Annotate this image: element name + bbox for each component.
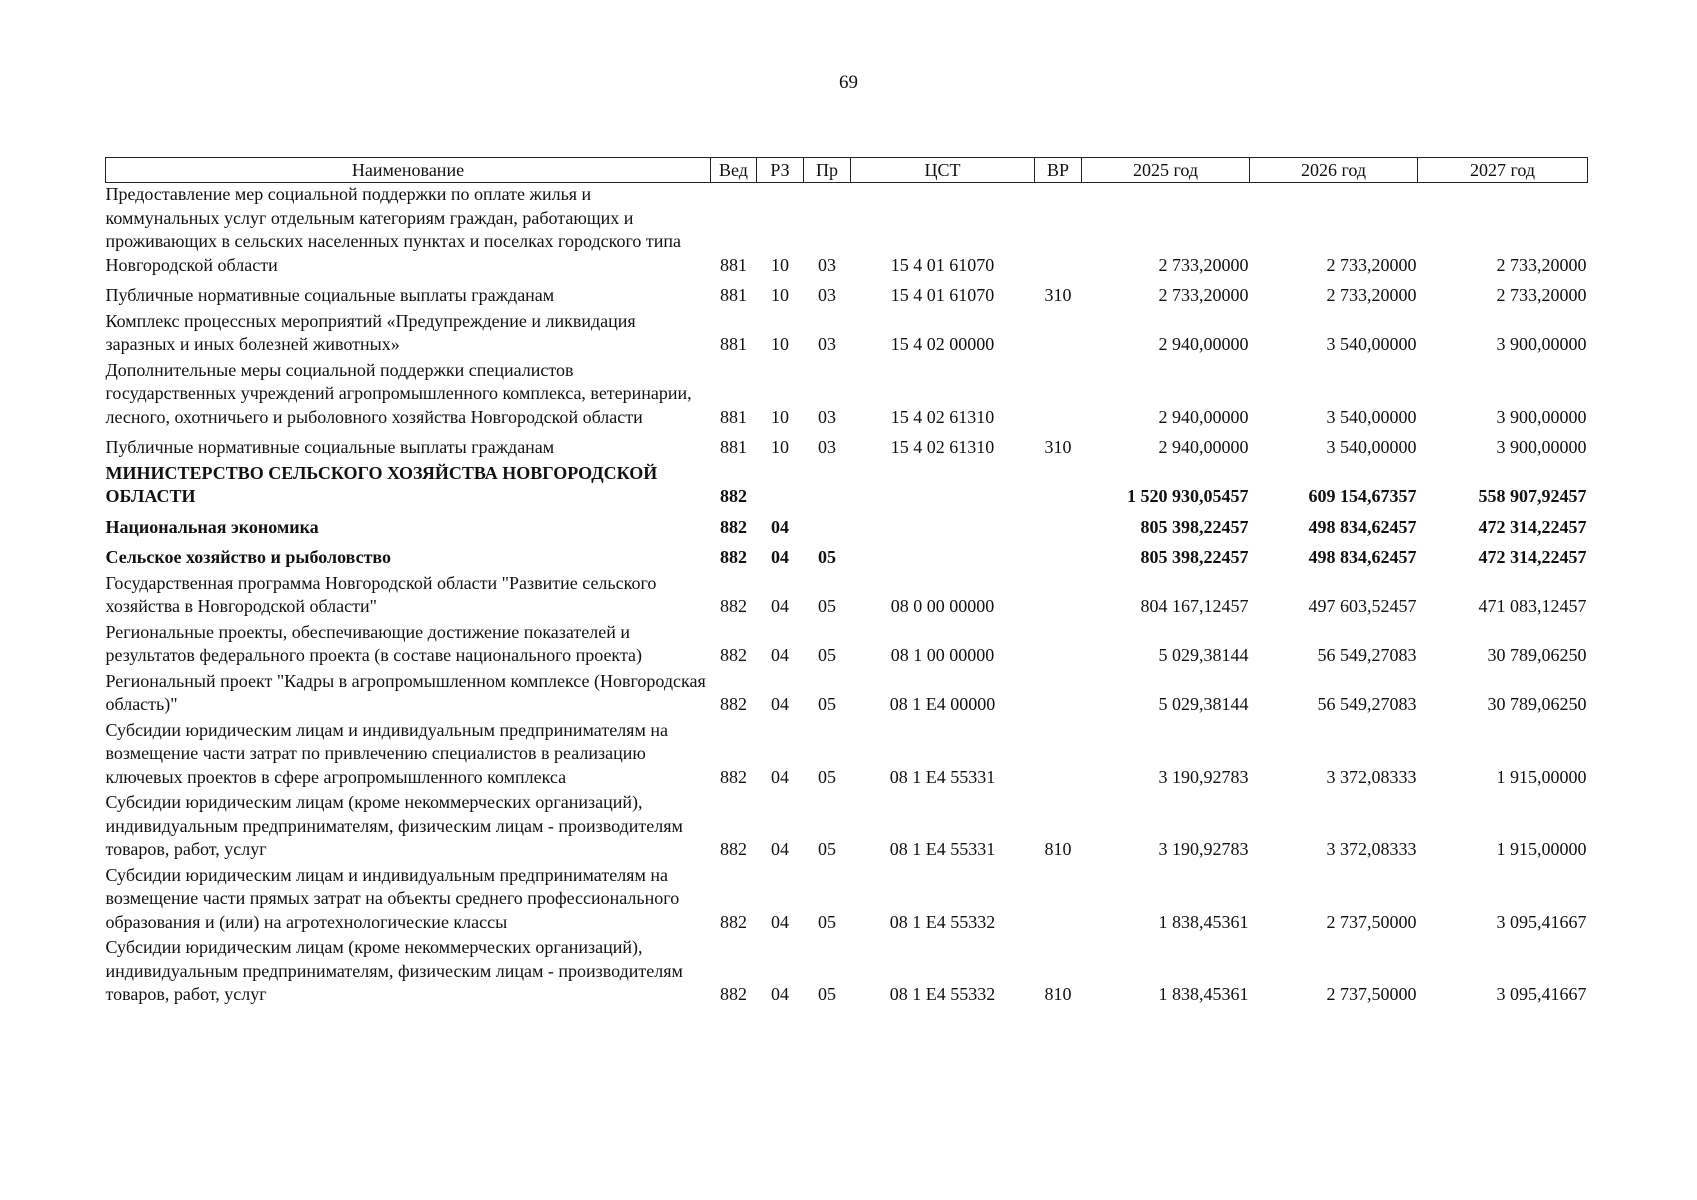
row-cst: 15 4 02 61310 xyxy=(890,406,995,427)
row-ved: 881 xyxy=(720,334,747,354)
row-2025: 805 398,22457 xyxy=(1140,547,1249,567)
row-2025: 2 940,00000 xyxy=(1158,437,1249,457)
table-row xyxy=(106,541,1588,572)
table-row xyxy=(106,621,1588,670)
row-2026: 2 733,20000 xyxy=(1326,285,1417,305)
row-ved: 881 xyxy=(720,437,747,457)
row-name: Национальная экономика xyxy=(105,516,319,537)
row-2025: 804 167,12457 xyxy=(1140,596,1249,616)
row-2025: 2 733,20000 xyxy=(1158,254,1249,275)
row-vr xyxy=(1035,310,1082,359)
table-row xyxy=(106,864,1588,937)
row-pr: 03 xyxy=(818,334,836,354)
header-ved: Вед xyxy=(711,158,757,183)
row-2026: 3 372,08333 xyxy=(1326,839,1417,859)
row-rz: 10 xyxy=(771,254,789,275)
row-2027: 30 789,06250 xyxy=(1487,694,1587,714)
row-vr: 810 xyxy=(1044,839,1072,859)
row-2025: 5 029,38144 xyxy=(1158,694,1249,714)
row-2025: 1 520 930,05457 xyxy=(1127,486,1249,506)
row-pr: 03 xyxy=(818,285,836,305)
row-name: Субсидии юридическим лицам (кроме некоммерческих организаций), индивидуальным предпринимателям, физическим лицам - производителям товаров, работ, услуг xyxy=(105,937,683,1004)
row-2026: 2 733,20000 xyxy=(1326,254,1417,275)
row-rz: 10 xyxy=(771,334,789,354)
row-vr xyxy=(1035,541,1082,572)
row-rz xyxy=(757,462,804,511)
row-2025: 1 838,45361 xyxy=(1158,911,1249,932)
row-rz: 10 xyxy=(771,406,789,427)
row-cst: 08 1 00 00000 xyxy=(890,645,995,665)
row-cst: 15 4 02 61310 xyxy=(890,437,995,457)
row-vr xyxy=(1035,572,1082,621)
row-2026: 56 549,27083 xyxy=(1317,694,1417,714)
row-vr xyxy=(1035,670,1082,719)
row-2025: 5 029,38144 xyxy=(1158,645,1249,665)
header-2026: 2026 год xyxy=(1250,158,1418,183)
table-row xyxy=(106,572,1588,621)
row-2026: 609 154,67357 xyxy=(1308,486,1417,506)
row-2025: 3 190,92783 xyxy=(1158,839,1249,859)
row-ved: 882 xyxy=(720,839,747,859)
row-2026: 3 540,00000 xyxy=(1326,334,1417,354)
row-cst: 08 1 Е4 55332 xyxy=(889,911,996,932)
row-ved: 882 xyxy=(720,911,747,932)
row-ved: 882 xyxy=(720,486,747,506)
row-2026: 497 603,52457 xyxy=(1308,596,1417,616)
row-pr: 03 xyxy=(818,406,836,427)
row-2027: 3 900,00000 xyxy=(1496,334,1587,354)
row-cst xyxy=(851,511,1035,542)
row-pr: 05 xyxy=(818,766,836,787)
row-vr xyxy=(1035,462,1082,511)
row-cst xyxy=(851,541,1035,572)
row-name: Сельское хозяйство и рыболовство xyxy=(105,547,392,567)
row-cst: 15 4 01 61070 xyxy=(890,254,995,275)
row-2027: 1 915,00000 xyxy=(1496,839,1587,859)
table-row xyxy=(106,462,1588,511)
row-2027: 30 789,06250 xyxy=(1487,645,1587,665)
row-vr: 310 xyxy=(1044,285,1072,305)
header-rz: РЗ xyxy=(757,158,804,183)
row-2027: 1 915,00000 xyxy=(1496,766,1587,787)
row-vr xyxy=(1035,621,1082,670)
row-pr: 03 xyxy=(818,437,836,457)
row-2026: 498 834,62457 xyxy=(1308,547,1417,567)
table-row xyxy=(106,310,1588,359)
row-cst xyxy=(851,462,1035,511)
row-vr: 310 xyxy=(1044,437,1072,457)
row-ved: 881 xyxy=(720,285,747,305)
row-vr xyxy=(1035,511,1082,542)
row-ved: 882 xyxy=(720,984,747,1004)
table-row xyxy=(106,670,1588,719)
row-pr: 05 xyxy=(818,645,836,665)
row-name: Публичные нормативные социальные выплаты гражданам xyxy=(105,285,555,305)
budget-table xyxy=(105,157,1588,1009)
table-row xyxy=(106,719,1588,792)
table-row xyxy=(106,431,1588,462)
row-2025: 2 940,00000 xyxy=(1158,406,1249,427)
header-name: Наименование xyxy=(106,158,711,183)
row-pr: 03 xyxy=(818,254,836,275)
row-name: Субсидии юридическим лицам и индивидуальным предпринимателям на возмещение части затрат по привлечению специалистов в реализацию ключевых проектов в сфере агропромышленного комплекса xyxy=(105,719,668,787)
row-cst: 08 1 Е4 00000 xyxy=(889,694,996,714)
row-2027: 2 733,20000 xyxy=(1496,285,1587,305)
row-cst: 15 4 02 00000 xyxy=(890,334,995,354)
table-header xyxy=(106,158,1588,183)
header-2025: 2025 год xyxy=(1082,158,1250,183)
row-vr xyxy=(1035,864,1082,937)
row-ved: 882 xyxy=(720,645,747,665)
row-cst: 08 1 Е4 55332 xyxy=(889,984,996,1004)
table-body xyxy=(106,183,1588,1009)
row-pr: 05 xyxy=(818,547,836,567)
row-cst: 08 0 00 00000 xyxy=(890,596,995,616)
row-rz: 04 xyxy=(771,694,789,714)
row-2026: 3 372,08333 xyxy=(1326,766,1417,787)
row-name: Региональные проекты, обеспечивающие достижение показателей и результатов федерального проекта (в составе национального проекта) xyxy=(105,621,643,665)
row-ved: 882 xyxy=(720,516,747,537)
row-name: МИНИСТЕРСТВО СЕЛЬСКОГО ХОЗЯЙСТВА НОВГОРОДСКОЙ ОБЛАСТИ xyxy=(105,462,658,506)
row-vr: 810 xyxy=(1044,984,1072,1004)
row-name: Дополнительные меры социальной поддержки специалистов государственных учреждений агропромышленного комплекса, ветеринарии, лесного, охотничьего и рыболовного хозяйства Новгородской области xyxy=(105,359,692,427)
row-name: Публичные нормативные социальные выплаты гражданам xyxy=(105,437,555,457)
row-name: Региональный проект "Кадры в агропромышленном комплексе (Новгородская область)" xyxy=(105,670,706,714)
row-rz: 10 xyxy=(771,285,789,305)
header-cst: ЦСТ xyxy=(851,158,1035,183)
row-2027: 558 907,92457 xyxy=(1478,486,1587,506)
table-row xyxy=(106,936,1588,1009)
table-row xyxy=(106,791,1588,864)
row-name: Комплекс процессных мероприятий «Предупреждение и ликвидация заразных и иных болезней животных» xyxy=(105,310,636,354)
row-2025: 1 838,45361 xyxy=(1158,984,1249,1004)
row-pr: 05 xyxy=(818,839,836,859)
row-2026: 2 737,50000 xyxy=(1326,911,1417,932)
row-name: Субсидии юридическим лицам и индивидуальным предпринимателям на возмещение части прямых затрат на объекты среднего профессионального образования и (или) на агротехнологические классы xyxy=(105,864,680,932)
row-cst: 08 1 Е4 55331 xyxy=(889,766,996,787)
row-pr: 05 xyxy=(818,911,836,932)
row-ved: 882 xyxy=(720,547,747,567)
row-2025: 2 940,00000 xyxy=(1158,334,1249,354)
row-rz: 04 xyxy=(771,516,789,537)
table-row xyxy=(106,359,1588,432)
row-rz: 10 xyxy=(771,437,789,457)
row-2025: 3 190,92783 xyxy=(1158,766,1249,787)
row-cst: 08 1 Е4 55331 xyxy=(889,839,996,859)
row-2027: 3 900,00000 xyxy=(1496,437,1587,457)
row-rz: 04 xyxy=(771,547,789,567)
row-ved: 882 xyxy=(720,596,747,616)
page-number: 69 xyxy=(839,72,858,93)
row-2026: 2 737,50000 xyxy=(1326,984,1417,1004)
row-2026: 498 834,62457 xyxy=(1308,516,1417,537)
row-rz: 04 xyxy=(771,839,789,859)
row-ved: 882 xyxy=(720,694,747,714)
row-pr: 05 xyxy=(818,596,836,616)
row-2025: 805 398,22457 xyxy=(1140,516,1249,537)
row-ved: 882 xyxy=(720,766,747,787)
row-cst: 15 4 01 61070 xyxy=(890,285,995,305)
row-pr xyxy=(804,511,851,542)
row-2027: 472 314,22457 xyxy=(1478,547,1587,567)
row-2027: 3 095,41667 xyxy=(1496,984,1587,1004)
row-2027: 2 733,20000 xyxy=(1496,254,1587,275)
row-2025: 2 733,20000 xyxy=(1158,285,1249,305)
header-2027: 2027 год xyxy=(1418,158,1588,183)
table-row xyxy=(106,183,1588,280)
row-pr: 05 xyxy=(818,984,836,1004)
row-vr xyxy=(1035,359,1082,432)
row-2027: 3 095,41667 xyxy=(1496,911,1587,932)
row-rz: 04 xyxy=(771,596,789,616)
header-vr: ВР xyxy=(1035,158,1082,183)
row-ved: 881 xyxy=(720,254,747,275)
table-row xyxy=(106,511,1588,542)
row-rz: 04 xyxy=(771,911,789,932)
table-row xyxy=(106,279,1588,310)
row-name: Государственная программа Новгородской области "Развитие сельского хозяйства в Новгородской области" xyxy=(105,572,657,616)
row-rz: 04 xyxy=(771,766,789,787)
row-vr xyxy=(1035,183,1082,280)
header-pr: Пр xyxy=(804,158,851,183)
row-ved: 881 xyxy=(720,406,747,427)
row-vr xyxy=(1035,719,1082,792)
row-2027: 471 083,12457 xyxy=(1478,596,1587,616)
row-2027: 3 900,00000 xyxy=(1496,406,1587,427)
row-2026: 56 549,27083 xyxy=(1317,645,1417,665)
row-2027: 472 314,22457 xyxy=(1478,516,1587,537)
row-pr xyxy=(804,462,851,511)
row-rz: 04 xyxy=(771,984,789,1004)
row-rz: 04 xyxy=(771,645,789,665)
row-name: Предоставление мер социальной поддержки по оплате жилья и коммунальных услуг отдельным категориям граждан, работающих и проживающих в сельских населенных пунктах и поселках городского типа Новгородской области xyxy=(105,184,682,275)
row-2026: 3 540,00000 xyxy=(1326,437,1417,457)
row-2026: 3 540,00000 xyxy=(1326,406,1417,427)
row-name: Субсидии юридическим лицам (кроме некоммерческих организаций), индивидуальным предпринимателям, физическим лицам - производителям товаров, работ, услуг xyxy=(105,792,683,859)
row-pr: 05 xyxy=(818,694,836,714)
